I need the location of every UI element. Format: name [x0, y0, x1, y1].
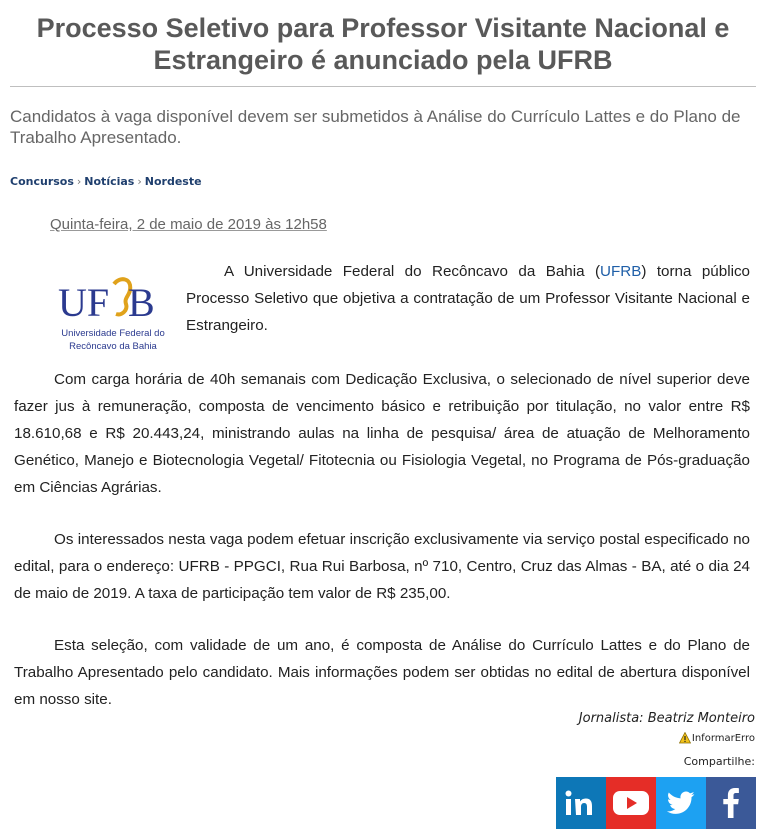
journalist-credit: Jornalista: Beatriz Monteiro: [578, 711, 755, 726]
warning-icon: [679, 732, 691, 744]
paragraph-4: Esta seleção, com validade de um ano, é composta de Análise do Currículo Lattes e do Plano de Trabalho Apresentado pelo candidato. Mais informações podem ser obtidas no edital de abertura disponível em nosso site.: [14, 637, 750, 708]
paragraph-2: Com carga horária de 40h semanais com Dedicação Exclusiva, o selecionado de nível superior deve fazer jus à remuneração, composta de vencimento básico e retribuição por titulação, no valor entre R$ 18.610,68 e R$ 20.443,24, ministrando aulas na linha de pesquisa/ área de atuação de Melhoramento Genético, Manejo e Biotecnologia Vegetal/ Fitotecnia ou Fisiologia Vegetal, no Programa de Pós-graduação em Ciências Agrárias.: [14, 371, 750, 496]
youtube-icon: [612, 789, 650, 817]
article-body: [14, 258, 750, 713]
article-subtitle: Candidatos à vaga disponível devem ser submetidos à Análise do Currículo Lattes e do Plano de Trabalho Apresentado.: [10, 107, 741, 147]
breadcrumb-concursos[interactable]: Concursos: [10, 175, 74, 188]
breadcrumb-noticias[interactable]: Notícias: [84, 175, 135, 188]
youtube-share-button[interactable]: [606, 777, 656, 829]
article-title: Processo Seletivo para Professor Visitante Nacional e Estrangeiro é anunciado pela UFRB: [36, 13, 730, 75]
facebook-icon: [723, 788, 739, 818]
linkedin-share-button[interactable]: [556, 777, 606, 829]
breadcrumb-separator: ›: [137, 175, 142, 188]
ufrb-link[interactable]: UFRB: [600, 263, 642, 280]
logo-caption-2: Recôncavo da Bahia: [69, 341, 157, 352]
title-divider: [10, 86, 756, 87]
logo-caption-1: Universidade Federal do: [61, 328, 165, 339]
facebook-share-button[interactable]: [706, 777, 756, 829]
publish-date: Quinta-feira, 2 de maio de 2019 às 12h58: [50, 216, 327, 233]
paragraph-1: [186, 258, 750, 339]
paragraph-3: Os interessados nesta vaga podem efetuar inscrição exclusivamente via serviço postal especificado no edital, para o endereço: UFRB - PPGCI, Rua Rui Barbosa, nº 710, Centro, Cruz das Almas - BA, até o dia 24 de maio de 2019. A taxa de participação tem valor de R$ 235,00.: [14, 531, 750, 602]
breadcrumb-separator: ›: [76, 175, 82, 188]
logo-letters-uf: UF: [58, 280, 110, 325]
share-label: Compartilhe:: [683, 755, 755, 768]
share-buttons: [556, 777, 756, 829]
paragraph-1-text-end: ) torna público Processo Seletivo que objetiva a contratação de um Professor Visitante Nacional e Estrangeiro.: [186, 263, 750, 334]
breadcrumb-nordeste[interactable]: Nordeste: [144, 175, 202, 188]
breadcrumb: [10, 175, 202, 188]
report-error-link[interactable]: [679, 732, 755, 744]
report-error-label: InformarErro: [691, 732, 755, 744]
twitter-share-button[interactable]: [656, 777, 706, 829]
logo-letter-b: B: [128, 280, 155, 325]
linkedin-icon: [564, 789, 598, 817]
paragraph-1-text-start: A Universidade Federal do Recôncavo da Bahia (: [224, 263, 601, 280]
twitter-icon: [667, 791, 695, 815]
